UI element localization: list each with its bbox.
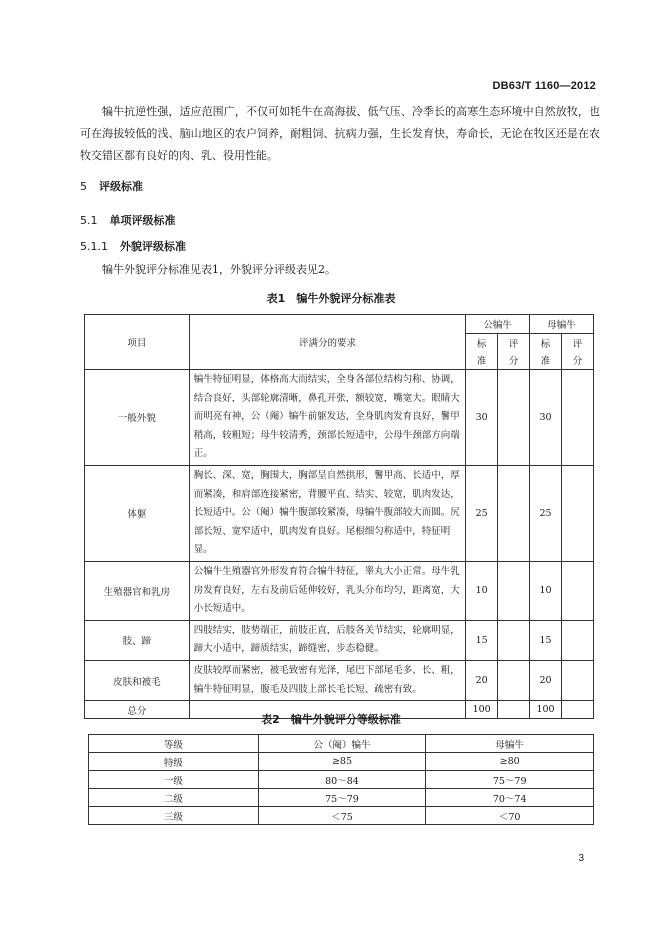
table-row xyxy=(89,807,594,825)
total-female-std: 100 xyxy=(530,701,562,719)
paragraph-text: 犏牛抗逆性强，适应范围广，不仅可如牦牛在高海拔、低气压、冷季长的高寒生态环境中自然放牧，也可在海拔较低的浅、脑山地区的农户饲养，耐粗饲、抗病力强，生长发育快，寿命长，无论在牧区还是在农牧交错区都有良好的肉、乳、役用性能。 xyxy=(80,105,600,162)
table-header-row xyxy=(89,735,594,753)
header-item: 项目 xyxy=(85,315,190,370)
male-score-cell xyxy=(498,561,530,620)
item-cell: 肢、蹄 xyxy=(85,620,190,660)
grade-cell: 三级 xyxy=(89,807,259,825)
female-score-cell xyxy=(562,561,594,620)
section-number: 5.1 xyxy=(80,214,98,227)
table-row xyxy=(89,789,594,807)
table-row xyxy=(85,561,594,620)
intro-text: 犏牛外貌评分标准见表1，外貌评分评级表见2。 xyxy=(102,263,336,276)
paragraph xyxy=(80,101,600,167)
item-cell: 生殖器官和乳房 xyxy=(85,561,190,620)
grade-cell: 二级 xyxy=(89,789,259,807)
table2-caption: 表2 犏牛外貌评分等级标准 xyxy=(261,713,401,726)
item-cell: 皮肤和被毛 xyxy=(85,660,190,700)
header-male: 公犏牛 xyxy=(466,315,530,334)
section-title: 外貌评级标准 xyxy=(120,240,186,253)
male-cell: ≥85 xyxy=(258,753,426,771)
male-std-cell: 30 xyxy=(466,370,498,466)
table-row xyxy=(85,620,594,660)
female-cell: 75～79 xyxy=(426,771,594,789)
section-title: 评级标准 xyxy=(99,180,143,193)
total-label: 总分 xyxy=(85,701,190,719)
female-std-cell: 20 xyxy=(530,660,562,700)
section-heading-5-1 xyxy=(80,212,176,228)
header-std: 准 xyxy=(530,352,562,370)
requirement-cell: 胸长、深、宽，胸围大，胸部呈自然拱形，鬐甲高、长适中，厚而紧凑，和肩部连接紧密，背腰平直、结实、较宽，肌肉发达，长短适中。公（阉）犏牛腹部较紧凑，母犏牛腹部较大而圆。尻部长短、宽窄适中，肌肉发育良好。尾根细匀称适中，特征明显。 xyxy=(189,465,465,561)
female-score-cell xyxy=(562,370,594,466)
male-score-cell xyxy=(498,620,530,660)
table-row xyxy=(89,753,594,771)
header-std: 准 xyxy=(466,352,498,370)
header-female: 母犏牛 xyxy=(530,315,594,334)
table1-caption: 表1 犏牛外貌评分标准表 xyxy=(266,292,396,305)
header-requirement: 评满分的要求 xyxy=(189,315,465,370)
requirement-cell: 皮肤较厚而紧密，被毛致密有光泽，尾巴下部尾毛多、长、粗，犏牛特征明显，腹毛及四肢上部长毛长短、疏密有致。 xyxy=(189,660,465,700)
female-score-cell xyxy=(562,660,594,700)
female-cell: 70～74 xyxy=(426,789,594,807)
section-number: 5 xyxy=(80,180,87,193)
female-std-cell: 30 xyxy=(530,370,562,466)
section-number: 5.1.1 xyxy=(80,240,108,253)
requirement-cell: 公犏牛生殖器官外形发育符合犏牛特征，睾丸大小正常。母牛乳房发育良好，左右及前后延伸较好，乳头分布均匀，距离宽，大小长短适中。 xyxy=(189,561,465,620)
table-row xyxy=(85,370,594,466)
male-score-cell xyxy=(498,465,530,561)
table-row xyxy=(89,771,594,789)
male-cell: ＜75 xyxy=(258,807,426,825)
header-score: 分 xyxy=(562,352,594,370)
table-row xyxy=(85,465,594,561)
female-score-cell xyxy=(562,620,594,660)
male-std-cell: 15 xyxy=(466,620,498,660)
section-heading-5-1-1 xyxy=(80,238,186,254)
section-title: 单项评级标准 xyxy=(109,214,176,227)
grade-standard-table xyxy=(88,734,594,825)
female-cell: ＜70 xyxy=(426,807,594,825)
header-female: 母犏牛 xyxy=(426,735,594,753)
female-cell: ≥80 xyxy=(426,753,594,771)
requirement-cell: 犏牛特征明显，体格高大而结实，全身各部位结构匀称、协调，结合良好，头部轮廓清晰，鼻孔开张，额较宽，嘴宽大。眼睛大而明亮有神，公（阉）犏牛前躯发达，全身肌肉发育良好，鬐甲稍高，较粗短；母牛较清秀，颈部长短适中，公母牛颈部方向端正。 xyxy=(189,370,465,466)
female-std-cell: 25 xyxy=(530,465,562,561)
header-grade: 等级 xyxy=(89,735,259,753)
header-std: 标 xyxy=(466,334,498,352)
male-std-cell: 10 xyxy=(466,561,498,620)
appearance-score-table xyxy=(84,314,594,719)
female-std-cell: 15 xyxy=(530,620,562,660)
item-cell: 一般外貌 xyxy=(85,370,190,466)
male-cell: 75～79 xyxy=(258,789,426,807)
grade-cell: 一级 xyxy=(89,771,259,789)
female-std-cell: 10 xyxy=(530,561,562,620)
grade-cell: 特级 xyxy=(89,753,259,771)
header-score: 分 xyxy=(498,352,530,370)
female-score-cell xyxy=(562,465,594,561)
male-cell: 80～84 xyxy=(258,771,426,789)
header-score: 评 xyxy=(562,334,594,352)
requirement-cell: 四肢结实，肢势端正，前肢正直，后肢各关节结实，轮廓明显，蹄大小适中，蹄质结实，蹄缝密，步态稳健。 xyxy=(189,620,465,660)
male-std-cell: 25 xyxy=(466,465,498,561)
section-heading-5 xyxy=(80,178,143,194)
male-score-cell xyxy=(498,660,530,700)
male-score-cell xyxy=(498,370,530,466)
header-score: 评 xyxy=(498,334,530,352)
page-number: 3 xyxy=(578,853,584,864)
header-std: 标 xyxy=(530,334,562,352)
item-cell: 体躯 xyxy=(85,465,190,561)
table-row xyxy=(85,660,594,700)
total-male-std: 100 xyxy=(466,701,498,719)
header-male: 公（阉）犏牛 xyxy=(258,735,426,753)
male-std-cell: 20 xyxy=(466,660,498,700)
standard-code: DB63/T 1160—2012 xyxy=(492,80,596,92)
